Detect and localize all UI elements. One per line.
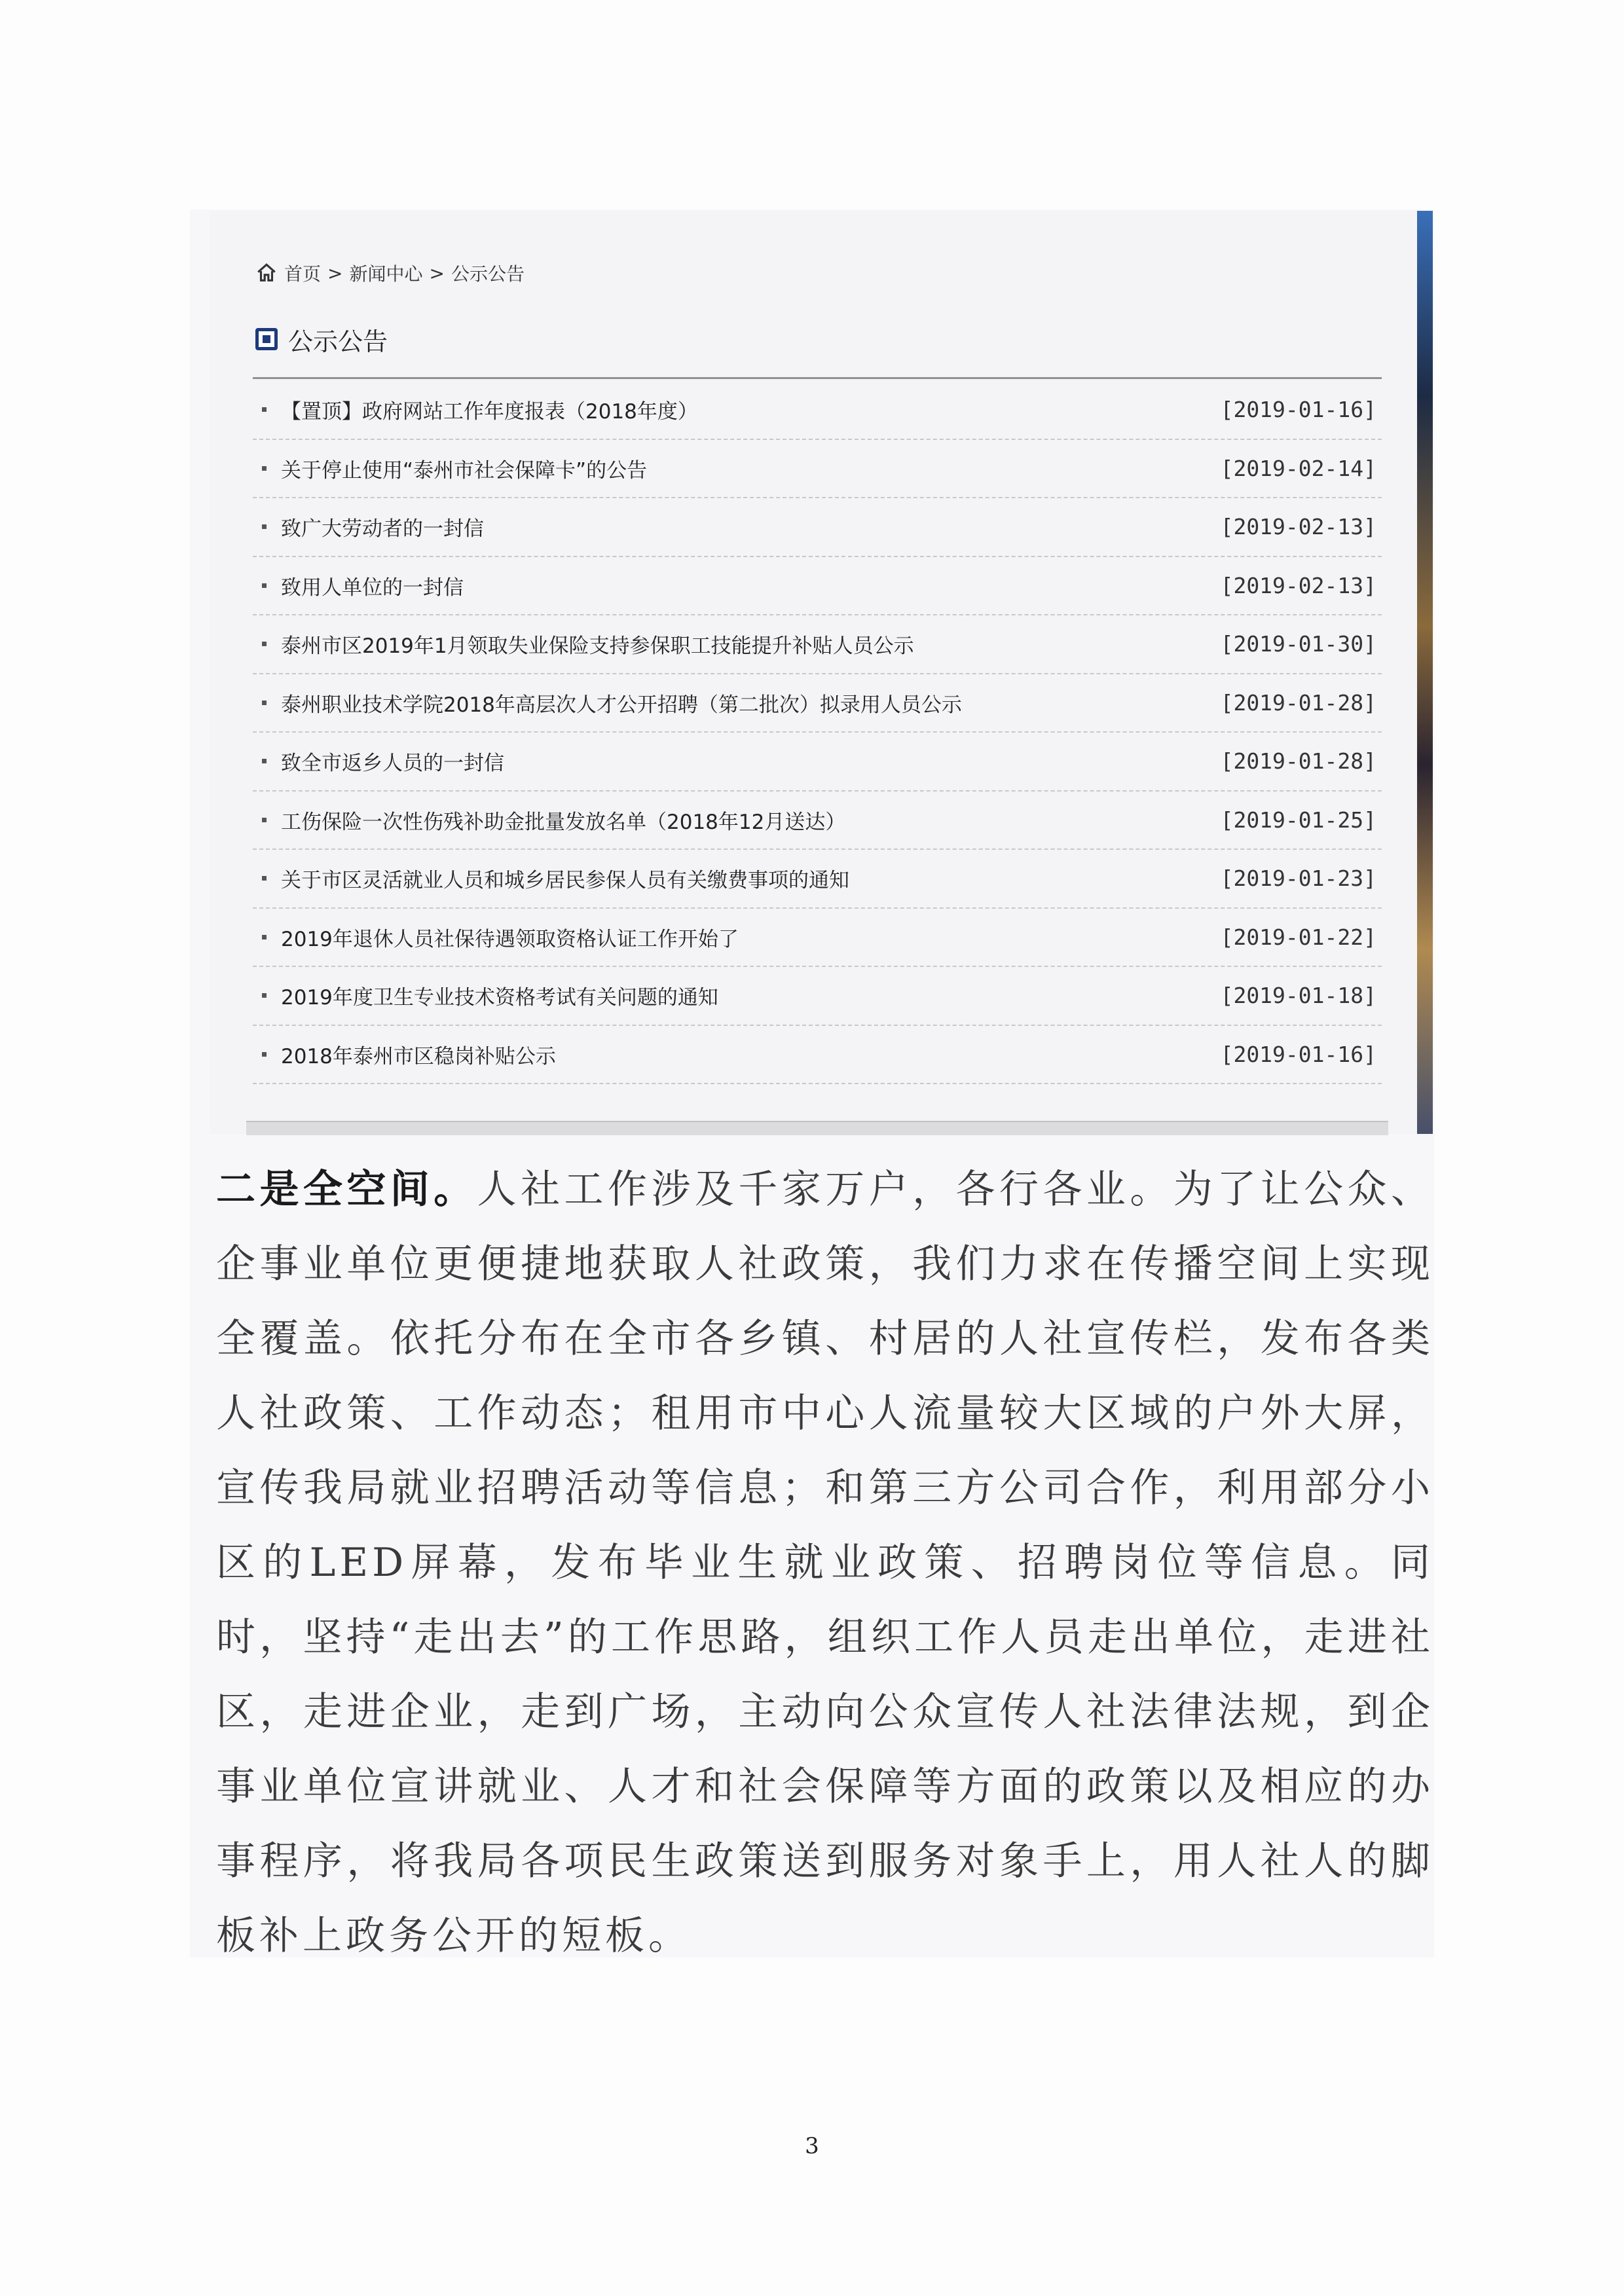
news-item[interactable] <box>253 967 1382 1026</box>
section-header <box>255 321 388 357</box>
news-date: [2019-01-25] <box>1220 807 1376 833</box>
news-item[interactable] <box>253 498 1382 557</box>
section-title: 公示公告 <box>288 327 388 356</box>
news-date: [2019-01-16] <box>1220 397 1376 423</box>
paragraph-text: 人社工作涉及千家万户，各行各业。为了让公众、企事业单位更便捷地获取人社政策，我们力求在传播空间上实现全覆盖。依托分布在全市各乡镇、村居的人社宣传栏，发布各类人社政策、工作动态；租用市中心人流量较大区域的户外大屏，宣传我局就业招聘活动等信息；和第三方公司合作，利用部分小区的LED屏幕，发布毕业生就业政策、招聘岗位等信息。同时，坚持“走出去”的工作思路，组织工作人员走出单位，走进社区，走进企业，走到广场，主动向公众宣传人社法律法规，到企事业单位宣讲就业、人才和社会保障等方面的政策以及相应的办事程序，将我局各项民生政策送到服务对象手上，用人社人的脚板补上政务公开的短板。 <box>216 1167 1435 1959</box>
bullet-icon <box>262 1052 267 1057</box>
bullet-icon <box>262 759 267 763</box>
breadcrumb <box>255 257 525 289</box>
bullet-icon <box>262 466 267 471</box>
news-title[interactable]: 【置顶】政府网站工作年度报表（2018年度） <box>281 400 698 424</box>
breadcrumb-home[interactable]: 首页 <box>284 263 322 285</box>
side-banner-image <box>1417 211 1433 1134</box>
body-paragraph <box>216 1152 1434 1973</box>
news-date: [2019-02-13] <box>1220 514 1376 540</box>
square-icon <box>255 328 278 350</box>
bullet-icon <box>262 701 267 705</box>
news-title[interactable]: 致全市返乡人员的一封信 <box>281 752 504 776</box>
bullet-icon <box>262 818 267 822</box>
news-date: [2019-01-16] <box>1220 1041 1376 1067</box>
breadcrumb-news[interactable]: 新闻中心 <box>349 263 423 285</box>
news-item[interactable] <box>253 733 1382 792</box>
news-item[interactable] <box>253 850 1382 909</box>
news-date: [2019-01-22] <box>1220 924 1376 950</box>
news-title[interactable]: 关于停止使用“泰州市社会保障卡”的公告 <box>281 458 648 483</box>
breadcrumb-separator: > <box>429 262 445 284</box>
bullet-icon <box>262 407 267 412</box>
news-item[interactable] <box>253 1026 1382 1085</box>
news-title[interactable]: 2019年度卫生专业技术资格考试有关问题的通知 <box>281 986 718 1010</box>
news-title[interactable]: 2019年退休人员社保待遇领取资格认证工作开始了 <box>281 927 739 951</box>
bullet-icon <box>262 524 267 529</box>
news-date: [2019-02-13] <box>1220 572 1376 598</box>
breadcrumb-separator: > <box>327 262 343 284</box>
news-item[interactable] <box>253 557 1382 616</box>
news-item[interactable] <box>253 615 1382 674</box>
bullet-icon <box>262 876 267 881</box>
home-icon <box>255 262 278 284</box>
news-title[interactable]: 致广大劳动者的一封信 <box>281 517 484 541</box>
bullet-icon <box>262 583 267 588</box>
news-date: [2019-01-30] <box>1220 631 1376 657</box>
bullet-icon <box>262 993 267 998</box>
news-title[interactable]: 工伤保险一次性伤残补助金批量发放名单（2018年12月送达） <box>281 810 846 834</box>
bullet-icon <box>262 642 267 646</box>
news-date: [2019-01-23] <box>1220 866 1376 892</box>
news-item[interactable] <box>253 381 1382 440</box>
news-item[interactable] <box>253 674 1382 733</box>
news-title[interactable]: 泰州职业技术学院2018年高层次人才公开招聘（第二批次）拟录用人员公示 <box>281 693 962 717</box>
news-title[interactable]: 致用人单位的一封信 <box>281 575 464 600</box>
news-title[interactable]: 关于市区灵活就业人员和城乡居民参保人员有关缴费事项的通知 <box>281 869 849 893</box>
news-date: [2019-01-28] <box>1220 689 1376 716</box>
header-divider <box>253 377 1382 379</box>
news-title[interactable]: 泰州市区2019年1月领取失业保险支持参保职工技能提升补贴人员公示 <box>281 634 914 659</box>
page-number: 3 <box>805 2133 819 2159</box>
news-date: [2019-02-14] <box>1220 455 1376 481</box>
pagination-bar <box>246 1121 1388 1135</box>
news-item[interactable] <box>253 909 1382 968</box>
news-date: [2019-01-18] <box>1220 983 1376 1009</box>
news-item[interactable] <box>253 440 1382 499</box>
breadcrumb-current: 公示公告 <box>451 263 525 285</box>
bullet-icon <box>262 935 267 939</box>
news-title[interactable]: 2018年泰州市区稳岗补贴公示 <box>281 1044 556 1068</box>
news-item[interactable] <box>253 792 1382 850</box>
news-list <box>253 381 1382 1084</box>
paragraph-lead: 二是全空间。 <box>216 1167 477 1212</box>
embedded-screenshot <box>210 211 1433 1134</box>
news-date: [2019-01-28] <box>1220 748 1376 774</box>
